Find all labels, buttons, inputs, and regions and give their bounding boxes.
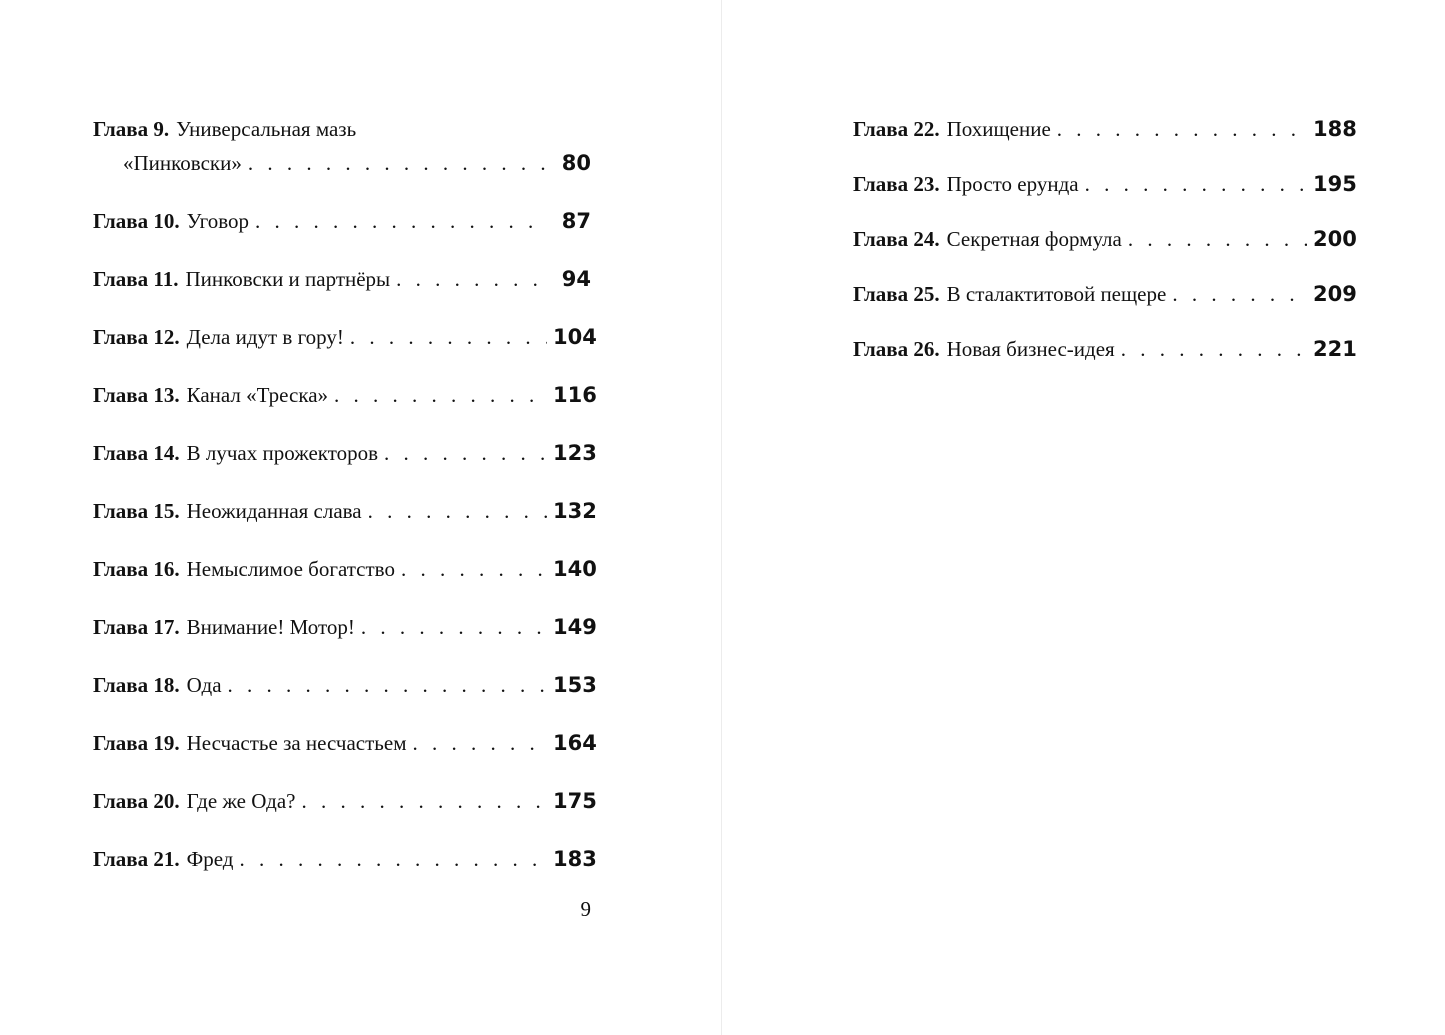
- chapter-title: Несчастье за несчастьем: [186, 731, 407, 755]
- chapter-label: Глава 16.: [93, 557, 180, 581]
- dot-leader: [401, 552, 547, 586]
- table-of-contents-left: [93, 112, 597, 900]
- dot-leader: [396, 262, 547, 296]
- toc-entry-line: [93, 112, 591, 146]
- chapter-title: Секретная формула: [946, 227, 1122, 251]
- chapter-title: Уговор: [186, 209, 250, 233]
- chapter-title: Неожиданная слава: [186, 499, 362, 523]
- toc-entry-chapter-23: [853, 167, 1357, 201]
- dot-leader: [1085, 167, 1307, 201]
- right-page: [722, 0, 1445, 1035]
- chapter-title: Дела идут в гору!: [186, 325, 344, 349]
- chapter-label: Глава 15.: [93, 499, 180, 523]
- toc-entry-line: [93, 146, 591, 180]
- dot-leader: [228, 668, 547, 702]
- toc-entry-chapter-19: [93, 726, 597, 760]
- toc-entry-line: [853, 112, 1357, 146]
- toc-entry-chapter-10: [93, 204, 591, 238]
- dot-leader: [1057, 112, 1307, 146]
- dot-leader: [384, 436, 547, 470]
- dot-leader: [239, 842, 547, 876]
- toc-entry-chapter-26: [853, 332, 1357, 366]
- toc-entry-line: [93, 784, 597, 818]
- chapter-title: Немыслимое богатство: [186, 557, 395, 581]
- toc-entry-chapter-25: [853, 277, 1357, 311]
- chapter-title: Фред: [186, 847, 234, 871]
- page-number: 140: [553, 557, 597, 581]
- toc-entry-line: [93, 378, 597, 412]
- dot-leader: [255, 204, 547, 238]
- page-number: 195: [1313, 172, 1357, 196]
- chapter-label: Глава 24.: [853, 227, 940, 251]
- page-number: 164: [553, 731, 597, 755]
- toc-entry-chapter-12: [93, 320, 597, 354]
- chapter-label: Глава 9.: [93, 117, 170, 141]
- toc-entry-line: [853, 332, 1357, 366]
- chapter-title: Где же Ода?: [186, 789, 296, 813]
- chapter-label: Глава 14.: [93, 441, 180, 465]
- chapter-title: Универсальная мазь: [176, 117, 357, 141]
- toc-entry-line: [93, 842, 597, 876]
- page-number: 188: [1313, 117, 1357, 141]
- toc-entry-chapter-14: [93, 436, 597, 470]
- page-number: 132: [553, 499, 597, 523]
- chapter-title: Канал «Треска»: [186, 383, 329, 407]
- dot-leader: [1128, 222, 1307, 256]
- toc-entry-chapter-13: [93, 378, 597, 412]
- chapter-label: Глава 23.: [853, 172, 940, 196]
- chapter-title: В сталактитовой пещере: [946, 282, 1167, 306]
- chapter-title: Похищение: [946, 117, 1051, 141]
- toc-entry-chapter-9: [93, 112, 591, 180]
- toc-entry-line: [93, 726, 597, 760]
- dot-leader: [1172, 277, 1307, 311]
- page-number: 153: [553, 673, 597, 697]
- chapter-label: Глава 20.: [93, 789, 180, 813]
- toc-entry-line: [853, 222, 1357, 256]
- chapter-title: В лучах прожекторов: [186, 441, 379, 465]
- chapter-title: Новая бизнес-идея: [946, 337, 1115, 361]
- toc-entry-line: [93, 262, 591, 296]
- chapter-label: Глава 19.: [93, 731, 180, 755]
- dot-leader: [334, 378, 547, 412]
- toc-entry-chapter-20: [93, 784, 597, 818]
- page-number: 116: [553, 383, 597, 407]
- chapter-title: Пинковски и партнёры: [185, 267, 391, 291]
- toc-entry-chapter-24: [853, 222, 1357, 256]
- toc-entry-line: [93, 552, 597, 586]
- toc-entry-line: [853, 167, 1357, 201]
- chapter-label: Глава 18.: [93, 673, 180, 697]
- table-of-contents-right: [853, 112, 1357, 387]
- page-number: 80: [561, 151, 591, 175]
- chapter-title: Ода: [186, 673, 222, 697]
- chapter-label: Глава 17.: [93, 615, 180, 639]
- dot-leader: [1121, 332, 1307, 366]
- toc-entry-chapter-21: [93, 842, 597, 876]
- chapter-title: Просто ерунда: [946, 172, 1079, 196]
- dot-leader: [301, 784, 547, 818]
- chapter-label: Глава 21.: [93, 847, 180, 871]
- folio-page-number: 9: [580, 897, 591, 921]
- toc-entry-line: [93, 610, 597, 644]
- toc-entry-chapter-16: [93, 552, 597, 586]
- page-number: 183: [553, 847, 597, 871]
- chapter-label: Глава 10.: [93, 209, 180, 233]
- chapter-label: Глава 11.: [93, 267, 179, 291]
- chapter-title: Внимание! Мотор!: [186, 615, 355, 639]
- dot-leader: [368, 494, 547, 528]
- toc-entry-line: [93, 320, 597, 354]
- toc-entry-chapter-22: [853, 112, 1357, 146]
- chapter-label: Глава 26.: [853, 337, 940, 361]
- toc-entry-line: [93, 668, 597, 702]
- page-number: 175: [553, 789, 597, 813]
- dot-leader: [361, 610, 547, 644]
- chapter-label: Глава 22.: [853, 117, 940, 141]
- toc-entry-line: [93, 494, 597, 528]
- dot-leader: [350, 320, 547, 354]
- page-number: 209: [1313, 282, 1357, 306]
- dot-leader: [248, 146, 547, 180]
- chapter-title-continued: «Пинковски»: [123, 151, 242, 175]
- page-number: 221: [1313, 337, 1357, 361]
- toc-entry-chapter-18: [93, 668, 597, 702]
- page-number: 200: [1313, 227, 1357, 251]
- chapter-label: Глава 25.: [853, 282, 940, 306]
- left-page: [0, 0, 721, 1035]
- page-number: 94: [561, 267, 591, 291]
- toc-entry-line: [853, 277, 1357, 311]
- page-number: 123: [553, 441, 597, 465]
- page-number: 149: [553, 615, 597, 639]
- toc-entry-line: [93, 436, 597, 470]
- page-number: 104: [553, 325, 597, 349]
- chapter-label: Глава 12.: [93, 325, 180, 349]
- chapter-label: Глава 13.: [93, 383, 180, 407]
- toc-entry-chapter-17: [93, 610, 597, 644]
- page-number: 87: [561, 209, 591, 233]
- dot-leader: [412, 726, 547, 760]
- toc-entry-chapter-11: [93, 262, 591, 296]
- toc-entry-line: [93, 204, 591, 238]
- toc-entry-chapter-15: [93, 494, 597, 528]
